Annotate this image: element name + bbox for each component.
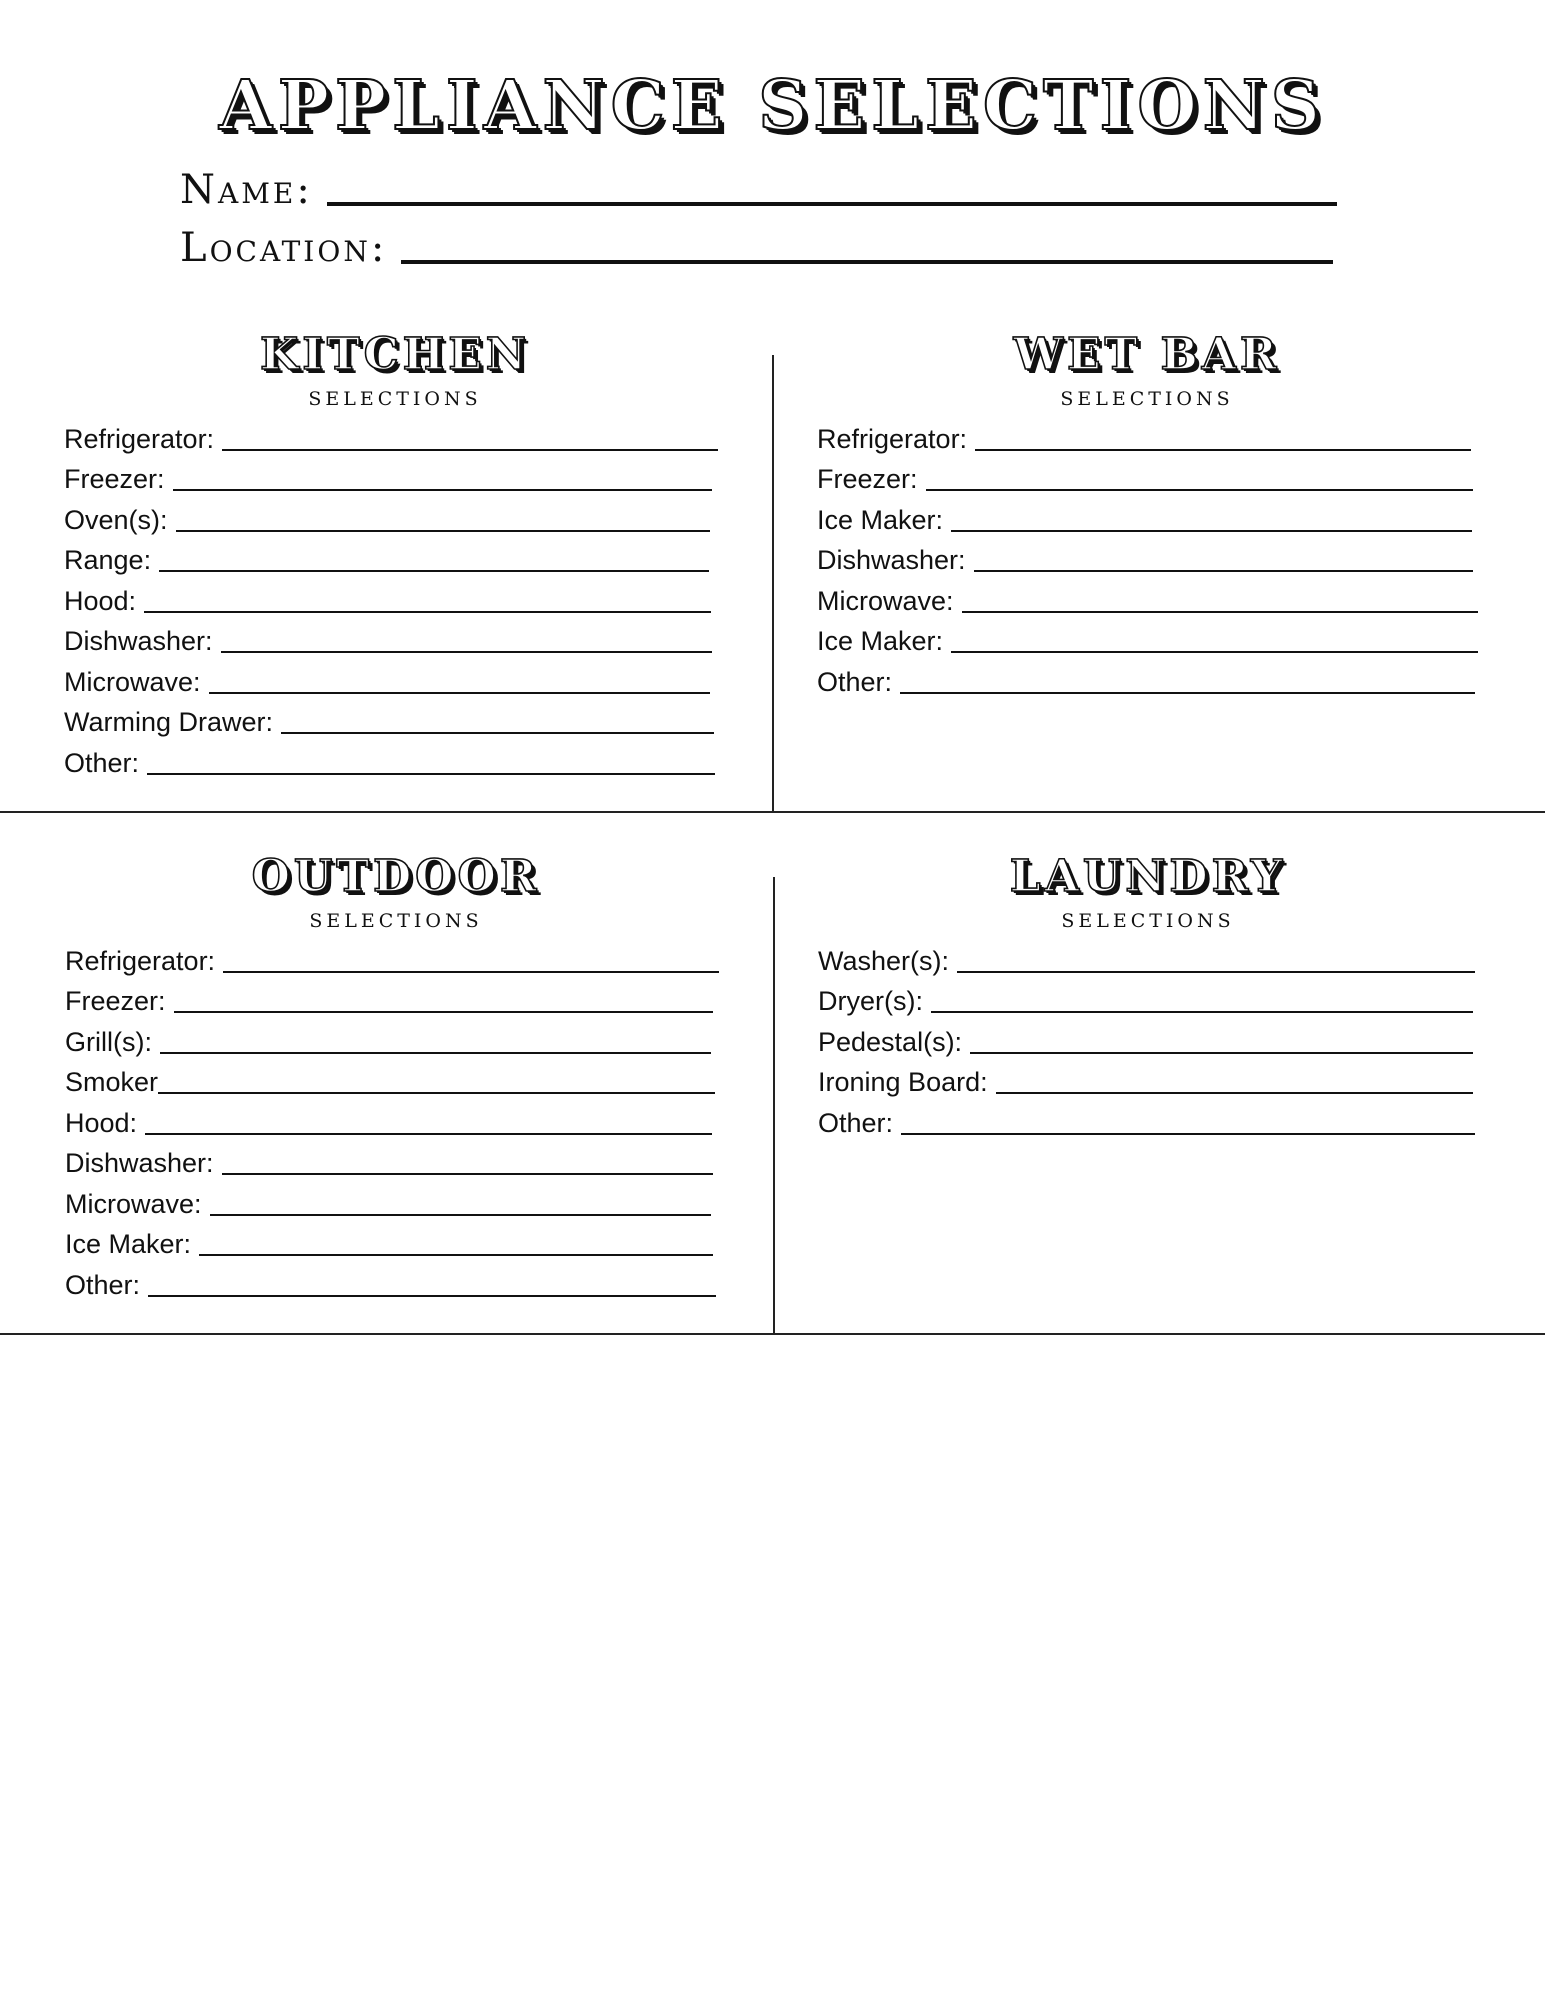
field-label: Ice Maker: [65, 1229, 192, 1259]
laundry-field[interactable] [818, 941, 1475, 975]
field-input-line[interactable] [951, 651, 1478, 653]
outdoor-field[interactable] [65, 1022, 711, 1056]
wet-bar-field[interactable] [817, 459, 1473, 493]
field-input-line[interactable] [158, 1092, 715, 1094]
wet-bar-field[interactable] [817, 540, 1473, 574]
divider-horizontal-top [0, 811, 1545, 813]
outdoor-field[interactable] [65, 1224, 713, 1258]
field-label: Freezer: [64, 464, 165, 494]
section-subtitle-kitchen: SELECTIONS [308, 388, 482, 410]
field-input-line[interactable] [281, 732, 714, 734]
field-input-line[interactable] [174, 1011, 713, 1013]
wet-bar-field[interactable] [817, 662, 1475, 696]
laundry-field[interactable] [818, 1022, 1473, 1056]
laundry-field[interactable] [818, 1062, 1473, 1096]
field-input-line[interactable] [222, 1173, 713, 1175]
field-label: Pedestal(s): [818, 1027, 963, 1057]
kitchen-field[interactable] [64, 459, 712, 493]
field-label: Ironing Board: [818, 1067, 988, 1097]
field-label: Freezer: [817, 464, 918, 494]
outdoor-field[interactable] [65, 1143, 713, 1177]
field-label: Refrigerator: [65, 946, 216, 976]
outdoor-field[interactable] [65, 1103, 712, 1137]
wet-bar-field[interactable] [817, 500, 1472, 534]
wet-bar-field[interactable] [817, 621, 1478, 655]
field-input-line[interactable] [962, 611, 1478, 613]
wet-bar-field[interactable] [817, 581, 1478, 615]
field-input-line[interactable] [970, 1052, 1473, 1054]
section-title-outdoor: OUTDOOR [251, 851, 541, 902]
kitchen-field[interactable] [64, 702, 714, 736]
field-label: Freezer: [65, 986, 166, 1016]
field-label: Dishwasher: [64, 626, 213, 656]
field-input-line[interactable] [199, 1254, 713, 1256]
field-label: Dishwasher: [65, 1148, 214, 1178]
field-input-line[interactable] [145, 1133, 712, 1135]
field-input-line[interactable] [223, 971, 719, 973]
field-input-line[interactable] [975, 449, 1471, 451]
field-label: Smoker [65, 1067, 159, 1097]
field-input-line[interactable] [147, 773, 715, 775]
field-label: Washer(s): [818, 946, 950, 976]
location-field[interactable] [180, 225, 1333, 271]
page-title: APPLIANCE SELECTIONS [219, 66, 1326, 146]
field-input-line[interactable] [144, 611, 711, 613]
field-input-line[interactable] [974, 570, 1473, 572]
outdoor-field[interactable] [65, 941, 719, 975]
field-label: Other: [818, 1108, 894, 1138]
kitchen-field[interactable] [64, 662, 710, 696]
laundry-field[interactable] [818, 1103, 1475, 1137]
field-label: Microwave: [64, 667, 201, 697]
field-label: Ice Maker: [817, 505, 944, 535]
field-input-line[interactable] [160, 1052, 711, 1054]
field-input-line[interactable] [173, 489, 712, 491]
wet-bar-field[interactable] [817, 419, 1471, 453]
field-label: Other: [64, 748, 140, 778]
field-input-line[interactable] [176, 530, 710, 532]
location-input-line[interactable] [401, 260, 1333, 264]
field-label: Dryer(s): [818, 986, 923, 1016]
field-input-line[interactable] [159, 570, 709, 572]
field-label: Microwave: [817, 586, 954, 616]
section-title-wet-bar: WET BAR [1013, 329, 1281, 380]
section-subtitle-outdoor: SELECTIONS [309, 910, 483, 932]
field-input-line[interactable] [996, 1092, 1473, 1094]
field-label: Hood: [65, 1108, 138, 1138]
field-input-line[interactable] [951, 530, 1472, 532]
field-label: Grill(s): [65, 1027, 152, 1057]
outdoor-field[interactable] [65, 1062, 715, 1096]
field-input-line[interactable] [209, 692, 710, 694]
field-label: Oven(s): [64, 505, 168, 535]
field-label: Microwave: [65, 1189, 202, 1219]
field-label: Other: [817, 667, 893, 697]
name-field[interactable] [180, 167, 1337, 213]
divider-vertical-top [772, 355, 774, 811]
kitchen-field[interactable] [64, 581, 711, 615]
name-label: Name: [180, 167, 313, 213]
field-label: Other: [65, 1270, 141, 1300]
section-title-laundry: LAUNDRY [1009, 851, 1287, 902]
kitchen-field[interactable] [64, 540, 709, 574]
outdoor-field[interactable] [65, 981, 713, 1015]
kitchen-field[interactable] [64, 743, 715, 777]
field-input-line[interactable] [901, 1133, 1475, 1135]
outdoor-field[interactable] [65, 1184, 711, 1218]
field-input-line[interactable] [926, 489, 1473, 491]
kitchen-field[interactable] [64, 621, 712, 655]
laundry-field[interactable] [818, 981, 1473, 1015]
field-label: Ice Maker: [817, 626, 944, 656]
divider-vertical-bottom [773, 877, 775, 1333]
field-input-line[interactable] [210, 1214, 711, 1216]
field-input-line[interactable] [900, 692, 1475, 694]
section-subtitle-laundry: SELECTIONS [1061, 910, 1235, 932]
field-input-line[interactable] [222, 449, 718, 451]
field-label: Refrigerator: [64, 424, 215, 454]
field-label: Hood: [64, 586, 137, 616]
field-label: Refrigerator: [817, 424, 968, 454]
field-label: Warming Drawer: [64, 707, 274, 737]
name-input-line[interactable] [327, 202, 1337, 206]
field-input-line[interactable] [221, 651, 712, 653]
section-title-kitchen: KITCHEN [260, 329, 530, 380]
outdoor-field[interactable] [65, 1265, 716, 1299]
field-input-line[interactable] [148, 1295, 716, 1297]
section-subtitle-wet-bar: SELECTIONS [1060, 388, 1234, 410]
kitchen-field[interactable] [64, 419, 718, 453]
field-label: Range: [64, 545, 152, 575]
kitchen-field[interactable] [64, 500, 710, 534]
location-label: Location: [180, 225, 388, 271]
field-label: Dishwasher: [817, 545, 966, 575]
divider-horizontal-bottom [0, 1333, 1545, 1335]
field-input-line[interactable] [957, 971, 1475, 973]
field-input-line[interactable] [931, 1011, 1473, 1013]
